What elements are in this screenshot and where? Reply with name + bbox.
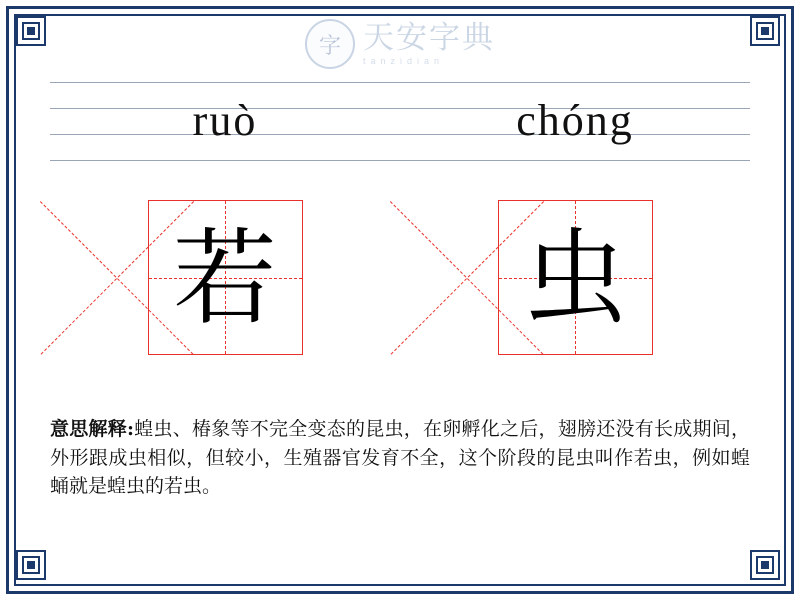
watermark-subtitle: tanzidian <box>363 56 445 66</box>
pinyin-row <box>50 82 750 160</box>
definition-label: 意思解释: <box>50 418 135 440</box>
definition-text: 蝗虫、椿象等不完全变态的昆虫，在卵孵化之后，翅膀还没有长成期间，外形跟成虫相似，但较小，生殖器官发育不全，这个阶段的昆虫叫作若虫，例如蝗蛹就是蝗虫的若虫。 <box>50 418 750 497</box>
pinyin-second: chóng <box>516 96 634 145</box>
character-glyph-first: 若 <box>172 216 277 339</box>
character-glyph-second: 虫 <box>522 216 627 339</box>
seal-icon: 字 <box>305 19 355 69</box>
corner-ornament-top-right <box>746 12 788 54</box>
character-grid-row <box>50 200 750 370</box>
character-cell-first <box>148 200 303 355</box>
corner-ornament-bottom-right <box>746 546 788 588</box>
pinyin-first: ruò <box>192 96 258 145</box>
character-cell-second <box>498 200 653 355</box>
corner-ornament-bottom-left <box>12 546 54 588</box>
definition-block <box>50 415 750 501</box>
corner-ornament-top-left <box>12 12 54 54</box>
pinyin-staff <box>50 82 750 162</box>
staff-line-bottom <box>50 160 750 161</box>
watermark-title: 天安字典 <box>363 20 495 55</box>
